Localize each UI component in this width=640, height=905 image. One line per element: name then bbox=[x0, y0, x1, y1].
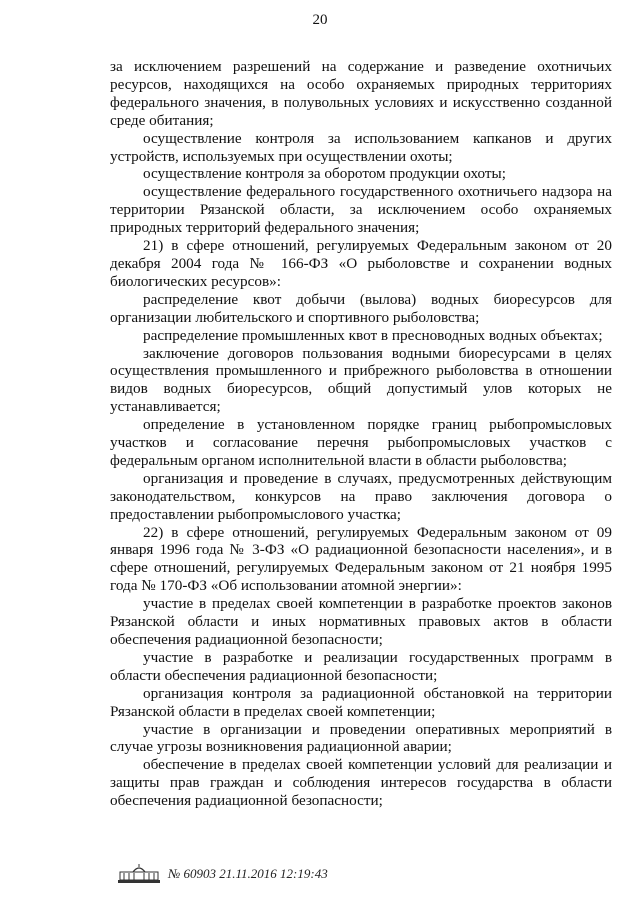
paragraph: участие в пределах своей компетенции в разработке проектов законов Рязанской области и иных нормативных правовых актов в области обеспечения радиационной безопасности; bbox=[110, 595, 612, 648]
document-body bbox=[110, 58, 612, 810]
paragraph: участие в разработке и реализации государственных программ в области обеспечения радиационной безопасности; bbox=[110, 648, 612, 684]
paragraph: организация и проведение в случаях, предусмотренных действующим законодательством, конкурсов на право заключения договора о предоставлении рыбопромыслового участка; bbox=[110, 469, 612, 523]
paragraph: за исключением разрешений на содержание и разведение охотничьих ресурсов, находящихся на особо охраняемых природных территориях федерального значения, в полувольных условиях и искусственно созданной среде обитания; bbox=[110, 58, 612, 129]
paragraph: 22) в сфере отношений, регулируемых Федеральным законом от 09 января 1996 года № 3-ФЗ «О радиационной безопасности населения», и в сфере отношений, регулируемых Федеральным законом от 21 ноября 1995 года № 170-ФЗ «Об использовании атомной энергии»: bbox=[110, 523, 612, 595]
paragraph: участие в организации и проведении оперативных мероприятий в случае угрозы возникновения радиационной аварии; bbox=[110, 720, 612, 756]
paragraph: осуществление федерального государственного охотничьего надзора на территории Рязанской области, за исключением особо охраняемых природных территорий федерального значения; bbox=[110, 183, 612, 237]
parliament-building-icon bbox=[116, 863, 162, 885]
paragraph: определение в установленном порядке границ рыбопромысловых участков и согласование перечня рыбопромысловых участков с федеральным органом исполнительной власти в области рыболовства; bbox=[110, 416, 612, 469]
paragraph: организация контроля за радиационной обстановкой на территории Рязанской области в пределах своей компетенции; bbox=[110, 684, 612, 720]
paragraph: распределение промышленных квот в пресноводных водных объектах; bbox=[143, 326, 603, 344]
paragraph: осуществление контроля за использованием капканов и других устройств, используемых при осуществлении охоты; bbox=[110, 129, 612, 165]
page-number: 20 bbox=[312, 12, 328, 28]
paragraph: осуществление контроля за оборотом продукции охоты; bbox=[143, 165, 506, 183]
paragraph: 21) в сфере отношений, регулируемых Федеральным законом от 20 декабря 2004 года № 166-ФЗ «О рыболовстве и сохранении водных биологических ресурсов»: bbox=[110, 237, 612, 290]
paragraph: распределение квот добычи (вылова) водных биоресурсов для организации любительского и спортивного рыболовства; bbox=[110, 290, 612, 326]
registration-footer bbox=[116, 862, 328, 886]
paragraph: заключение договоров пользования водными биоресурсами в целях осуществления промышленного и прибрежного рыболовства в отношении видов водных биоресурсов, общий допустимый улов которых не устанавливается; bbox=[110, 344, 612, 416]
paragraph: обеспечение в пределах своей компетенции условий для реализации и защиты прав граждан и соблюдения интересов государства в области обеспечения радиационной безопасности; bbox=[110, 756, 612, 810]
registration-stamp-text: № 60903 21.11.2016 12:19:43 bbox=[168, 866, 328, 881]
